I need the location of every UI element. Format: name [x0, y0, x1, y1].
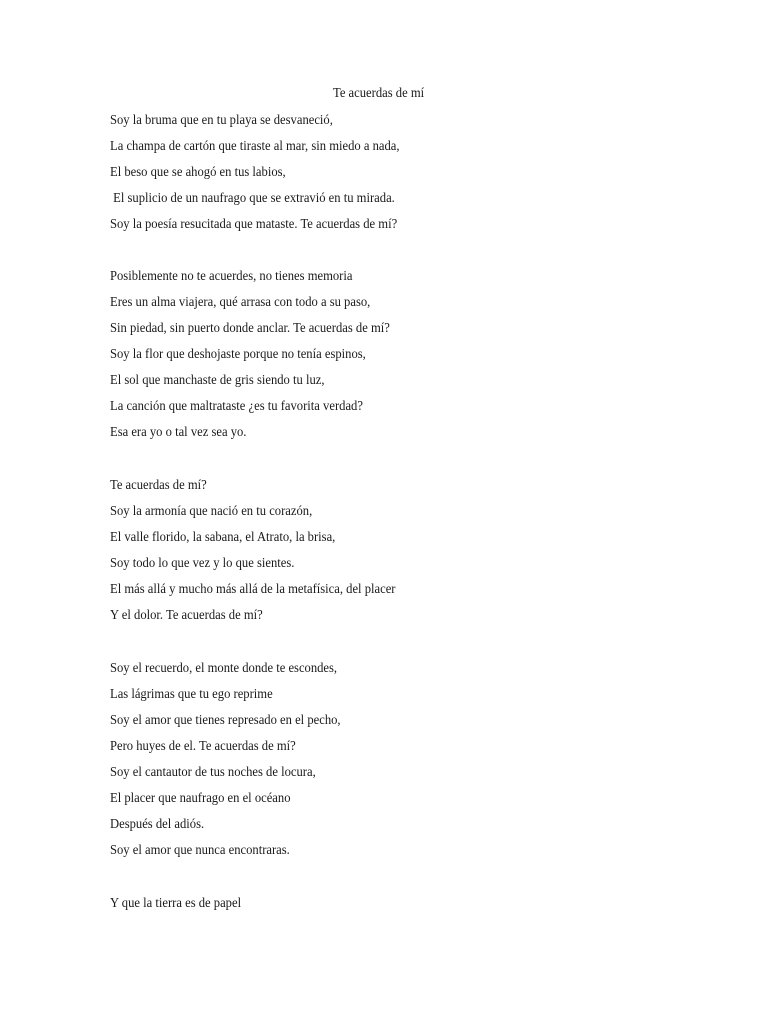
poem-line: Soy el cantautor de tus noches de locura, — [110, 765, 316, 780]
poem-line: Eres un alma viajera, qué arrasa con todo a su paso, — [110, 295, 371, 310]
poem-line: Soy el amor que tienes represado en el pecho, — [110, 713, 341, 728]
poem-line: Soy todo lo que vez y lo que sientes. — [110, 556, 295, 571]
poem-line: Sin piedad, sin puerto donde anclar. Te acuerdas de mí? — [110, 321, 390, 336]
poem-line: Soy la bruma que en tu playa se desvaneció, — [110, 113, 333, 128]
poem-line: Soy la poesía resucitada que mataste. Te acuerdas de mí? — [110, 217, 398, 232]
poem-line: Posiblemente no te acuerdes, no tienes memoria — [110, 269, 353, 284]
poem-line: Soy el amor que nunca encontraras. — [110, 843, 290, 858]
poem-line: El suplicio de un naufrago que se extravió en tu mirada. — [110, 191, 395, 206]
poem-line: El valle florido, la sabana, el Atrato, la brisa, — [110, 530, 336, 545]
poem-line: Te acuerdas de mí? — [110, 478, 207, 493]
poem-title: Te acuerdas de mí — [333, 86, 425, 101]
poem-line: El beso que se ahogó en tus labios, — [110, 165, 286, 180]
poem-line: Y el dolor. Te acuerdas de mí? — [110, 608, 263, 623]
poem-line: Soy el recuerdo, el monte donde te escondes, — [110, 661, 338, 676]
poem-line: La champa de cartón que tiraste al mar, sin miedo a nada, — [110, 139, 400, 154]
poem-line: Pero huyes de el. Te acuerdas de mí? — [110, 739, 296, 754]
poem-line: Y que la tierra es de papel — [110, 896, 242, 911]
poem-line: El sol que manchaste de gris siendo tu luz, — [110, 373, 325, 388]
poem-line: Esa era yo o tal vez sea yo. — [110, 425, 247, 440]
poem-line: Después del adiós. — [110, 817, 205, 832]
poem-line: El más allá y mucho más allá de la metafísica, del placer — [110, 582, 396, 597]
poem-line: Soy la armonía que nació en tu corazón, — [110, 504, 313, 519]
poem-line: Las lágrimas que tu ego reprime — [110, 687, 273, 702]
poem-line: La canción que maltrataste ¿es tu favorita verdad? — [110, 399, 363, 414]
poem-line: El placer que naufrago en el océano — [110, 791, 291, 806]
poem-line: Soy la flor que deshojaste porque no tenía espinos, — [110, 347, 366, 362]
